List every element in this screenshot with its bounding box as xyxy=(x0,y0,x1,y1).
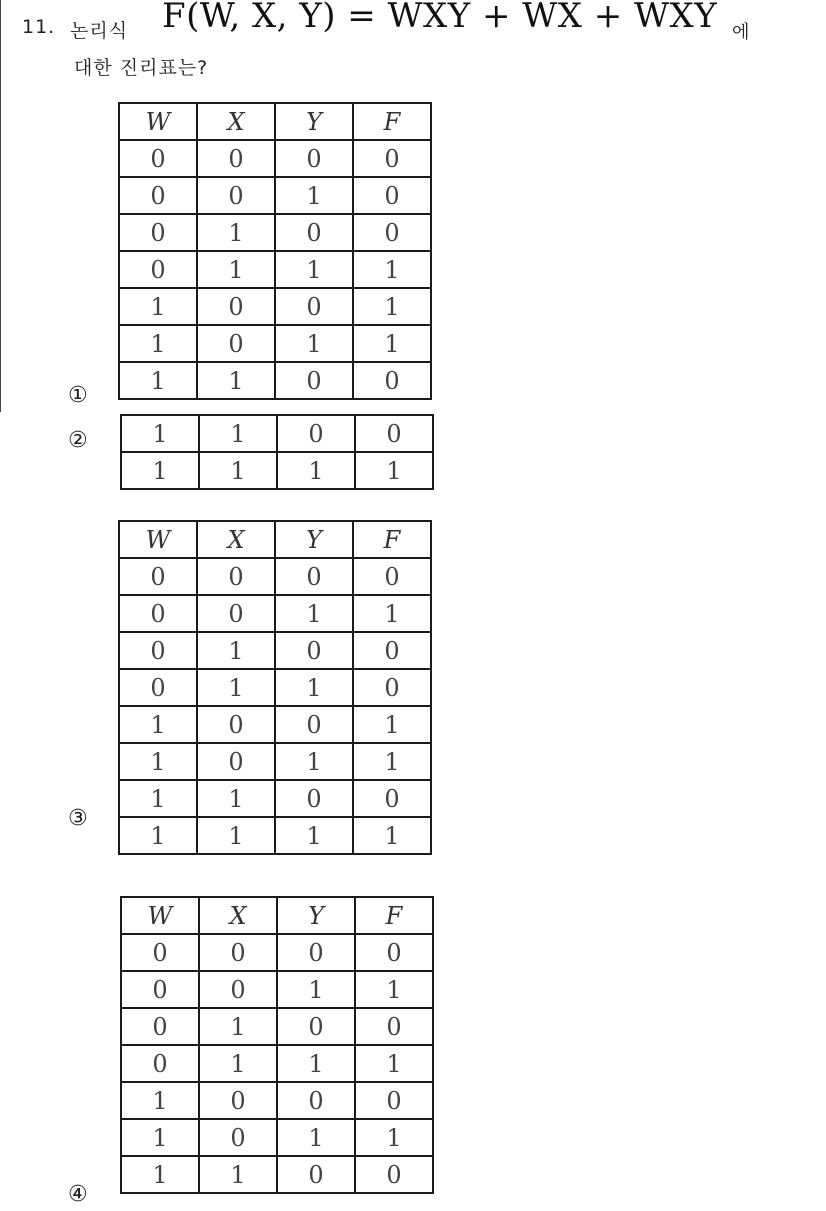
table-cell: 1 xyxy=(275,325,353,362)
table-cell: 1 xyxy=(197,780,275,817)
table-cell: 1 xyxy=(275,595,353,632)
table-cell: 1 xyxy=(277,971,355,1008)
table-cell: 1 xyxy=(199,415,277,452)
question-number: 11. xyxy=(22,16,56,38)
column-header-y: Y xyxy=(275,103,353,140)
table-cell: 1 xyxy=(275,177,353,214)
table-cell: 1 xyxy=(353,251,431,288)
table-cell: 0 xyxy=(277,415,355,452)
table-cell: 0 xyxy=(121,1008,199,1045)
table-cell: 1 xyxy=(121,415,199,452)
table-cell: 1 xyxy=(199,452,277,489)
table-cell: 1 xyxy=(353,817,431,854)
table-cell: 0 xyxy=(277,1082,355,1119)
logic-formula: F(W, X, Y) = WXY + WX + WXY xyxy=(162,0,718,36)
table-cell: 0 xyxy=(353,177,431,214)
table-cell: 1 xyxy=(355,452,433,489)
table-cell: 0 xyxy=(121,1045,199,1082)
table-row xyxy=(119,743,431,780)
table-row xyxy=(119,362,431,399)
table-cell: 1 xyxy=(275,669,353,706)
table-cell: 0 xyxy=(277,934,355,971)
table-cell: 0 xyxy=(275,288,353,325)
column-header-x: X xyxy=(199,897,277,934)
table-cell: 1 xyxy=(277,452,355,489)
table-header-row xyxy=(119,103,431,140)
table-cell: 0 xyxy=(197,595,275,632)
table-cell: 0 xyxy=(197,288,275,325)
table-cell: 0 xyxy=(353,780,431,817)
truth-table-option-2 xyxy=(120,414,434,490)
column-header-w: W xyxy=(121,897,199,934)
table-row xyxy=(119,251,431,288)
table-cell: 0 xyxy=(119,214,197,251)
column-header-w: W xyxy=(119,103,197,140)
table-cell: 0 xyxy=(197,140,275,177)
table-row xyxy=(119,214,431,251)
table-cell: 1 xyxy=(199,1045,277,1082)
table-cell: 0 xyxy=(119,669,197,706)
table-row xyxy=(119,595,431,632)
table-cell: 0 xyxy=(197,743,275,780)
table-cell: 0 xyxy=(119,558,197,595)
table-cell: 0 xyxy=(197,177,275,214)
question-line-2: 대한 진리표는? xyxy=(74,57,209,79)
table-cell: 0 xyxy=(197,325,275,362)
table-cell: 1 xyxy=(197,632,275,669)
table-row xyxy=(121,971,433,1008)
table-cell: 0 xyxy=(197,706,275,743)
table-cell: 1 xyxy=(197,251,275,288)
table-cell: 0 xyxy=(355,1156,433,1193)
table-row xyxy=(121,1008,433,1045)
table-cell: 0 xyxy=(121,934,199,971)
table-cell: 1 xyxy=(275,743,353,780)
table-row xyxy=(119,288,431,325)
column-header-w: W xyxy=(119,521,197,558)
table-cell: 1 xyxy=(353,706,431,743)
truth-table-option-1 xyxy=(118,102,432,400)
option-marker-1[interactable]: ① xyxy=(68,383,88,408)
table-cell: 1 xyxy=(199,1008,277,1045)
table-cell: 0 xyxy=(119,632,197,669)
option-marker-2[interactable]: ② xyxy=(68,428,88,453)
table-cell: 0 xyxy=(275,780,353,817)
column-header-x: X xyxy=(197,103,275,140)
table-cell: 1 xyxy=(197,817,275,854)
table-row xyxy=(121,1156,433,1193)
table-row xyxy=(121,452,433,489)
table-row xyxy=(119,558,431,595)
table-cell: 0 xyxy=(355,415,433,452)
left-margin-rule xyxy=(0,0,1,412)
table-cell: 1 xyxy=(199,1156,277,1193)
truth-table-option-4 xyxy=(120,896,434,1194)
table-cell: 0 xyxy=(275,214,353,251)
table-header-row xyxy=(119,521,431,558)
table-cell: 1 xyxy=(119,362,197,399)
table-cell: 0 xyxy=(275,362,353,399)
table-cell: 0 xyxy=(353,669,431,706)
table-cell: 0 xyxy=(355,934,433,971)
table-cell: 1 xyxy=(119,325,197,362)
table-cell: 1 xyxy=(275,817,353,854)
table-row xyxy=(121,1045,433,1082)
table-row xyxy=(121,415,433,452)
column-header-f: F xyxy=(353,521,431,558)
table-cell: 1 xyxy=(353,743,431,780)
table-cell: 0 xyxy=(353,214,431,251)
table-cell: 1 xyxy=(119,780,197,817)
table-row xyxy=(121,1082,433,1119)
table-cell: 0 xyxy=(353,140,431,177)
table-cell: 1 xyxy=(197,362,275,399)
option-marker-3[interactable]: ③ xyxy=(68,806,88,831)
table-row xyxy=(119,669,431,706)
table-cell: 0 xyxy=(275,706,353,743)
table-cell: 0 xyxy=(353,558,431,595)
table-row xyxy=(119,632,431,669)
table-cell: 1 xyxy=(355,1045,433,1082)
table-row xyxy=(119,780,431,817)
table-header-row xyxy=(121,897,433,934)
table-row xyxy=(119,706,431,743)
table-cell: 1 xyxy=(121,1082,199,1119)
truth-table-option-3 xyxy=(118,520,432,855)
table-cell: 1 xyxy=(197,669,275,706)
column-header-f: F xyxy=(355,897,433,934)
table-cell: 0 xyxy=(277,1156,355,1193)
table-cell: 0 xyxy=(277,1008,355,1045)
table-cell: 0 xyxy=(119,140,197,177)
table-cell: 1 xyxy=(121,1156,199,1193)
table-cell: 0 xyxy=(199,1082,277,1119)
table-cell: 1 xyxy=(355,1119,433,1156)
table-cell: 0 xyxy=(275,140,353,177)
table-row xyxy=(119,817,431,854)
table-cell: 1 xyxy=(277,1119,355,1156)
table-cell: 0 xyxy=(353,632,431,669)
table-cell: 1 xyxy=(275,251,353,288)
table-cell: 0 xyxy=(199,971,277,1008)
option-marker-4[interactable]: ④ xyxy=(68,1182,88,1207)
table-row xyxy=(121,934,433,971)
table-row xyxy=(119,177,431,214)
table-cell: 0 xyxy=(199,1119,277,1156)
column-header-x: X xyxy=(197,521,275,558)
table-cell: 1 xyxy=(353,595,431,632)
table-cell: 0 xyxy=(119,251,197,288)
table-cell: 1 xyxy=(197,214,275,251)
table-cell: 0 xyxy=(199,934,277,971)
table-cell: 0 xyxy=(275,558,353,595)
table-cell: 0 xyxy=(355,1008,433,1045)
table-cell: 1 xyxy=(119,288,197,325)
column-header-y: Y xyxy=(275,521,353,558)
table-cell: 1 xyxy=(355,971,433,1008)
table-cell: 1 xyxy=(119,706,197,743)
column-header-f: F xyxy=(353,103,431,140)
table-row xyxy=(121,1119,433,1156)
table-cell: 0 xyxy=(353,362,431,399)
table-cell: 1 xyxy=(119,817,197,854)
column-header-y: Y xyxy=(277,897,355,934)
table-cell: 0 xyxy=(197,558,275,595)
table-row xyxy=(119,325,431,362)
question-suffix: 에 xyxy=(732,22,751,43)
table-cell: 1 xyxy=(353,288,431,325)
question-prefix: 논리식 xyxy=(70,20,129,42)
table-cell: 1 xyxy=(121,1119,199,1156)
table-cell: 1 xyxy=(277,1045,355,1082)
table-cell: 1 xyxy=(121,452,199,489)
table-row xyxy=(119,140,431,177)
table-cell: 0 xyxy=(275,632,353,669)
table-cell: 0 xyxy=(119,595,197,632)
table-cell: 0 xyxy=(121,971,199,1008)
table-cell: 1 xyxy=(353,325,431,362)
table-cell: 1 xyxy=(119,743,197,780)
table-cell: 0 xyxy=(355,1082,433,1119)
table-cell: 0 xyxy=(119,177,197,214)
